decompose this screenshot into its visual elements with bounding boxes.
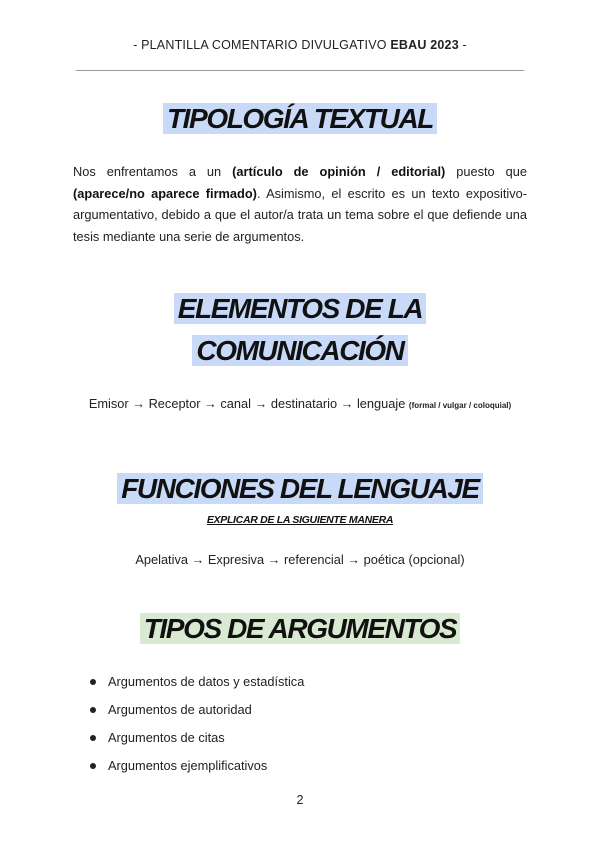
- heading-elementos-line2: [0, 332, 600, 370]
- list-item-text: Argumentos de citas: [108, 730, 225, 745]
- header-suffix: -: [458, 38, 467, 52]
- list-item: [90, 672, 304, 700]
- heading-elementos-text-1: ELEMENTOS DE LA: [174, 293, 427, 324]
- bullet-icon: [90, 707, 96, 713]
- bullet-icon: [90, 763, 96, 769]
- paragraph-part: puesto que: [445, 164, 527, 179]
- heading-argumentos-text: TIPOS DE ARGUMENTOS: [140, 613, 461, 644]
- bullet-icon: [90, 679, 96, 685]
- list-item: [90, 728, 304, 756]
- header-bold: EBAU 2023: [390, 38, 459, 52]
- heading-elementos-text-2: COMUNICACIÓN: [192, 335, 407, 366]
- list-item-text: Argumentos de autoridad: [108, 702, 252, 717]
- paragraph-part: . Asimismo, el escrito es un texto expositivo-argumentativo, debido a que el autor/a trata un tema sobre el que defiende una tesis mediante una serie de argumentos.: [73, 185, 528, 244]
- list-item: [90, 756, 304, 784]
- heading-tipologia-text: TIPOLOGÍA TEXTUAL: [163, 103, 437, 134]
- list-item-text: Argumentos ejemplificativos: [108, 758, 268, 773]
- funciones-flow: Apelativa → Expresiva → referencial → poética (opcional): [135, 552, 465, 567]
- funciones-subtitle: EXPLICAR DE LA SIGUIENTE MANERA: [206, 514, 394, 526]
- header-prefix: - PLANTILLA COMENTARIO DIVULGATIVO: [133, 38, 391, 52]
- heading-funciones-text: FUNCIONES DEL LENGUAJE: [117, 473, 483, 504]
- bullet-icon: [90, 735, 96, 741]
- paragraph-part: Nos enfrentamos a un: [73, 164, 233, 179]
- argument-list: [90, 672, 304, 784]
- comunicacion-flow-text: Emisor → Receptor → canal → destinatario → lenguaje: [88, 396, 409, 411]
- heading-elementos-line1: [0, 290, 600, 328]
- comunicacion-flow-small: (formal / vulgar / coloquial): [408, 401, 512, 410]
- comunicacion-flow: [0, 396, 600, 411]
- paragraph-bold: (artículo de opinión / editorial): [232, 164, 446, 179]
- paragraph-bold: (aparece/no aparece firmado): [73, 185, 257, 201]
- page-number: 2: [296, 793, 304, 807]
- heading-tipologia: [0, 100, 600, 138]
- list-item: [90, 700, 304, 728]
- heading-funciones: [0, 470, 600, 508]
- header-divider: [76, 70, 524, 71]
- paragraph-tipologia: [73, 161, 527, 247]
- page-header: [0, 38, 600, 52]
- list-item-text: Argumentos de datos y estadística: [108, 674, 305, 689]
- heading-argumentos: [0, 610, 600, 648]
